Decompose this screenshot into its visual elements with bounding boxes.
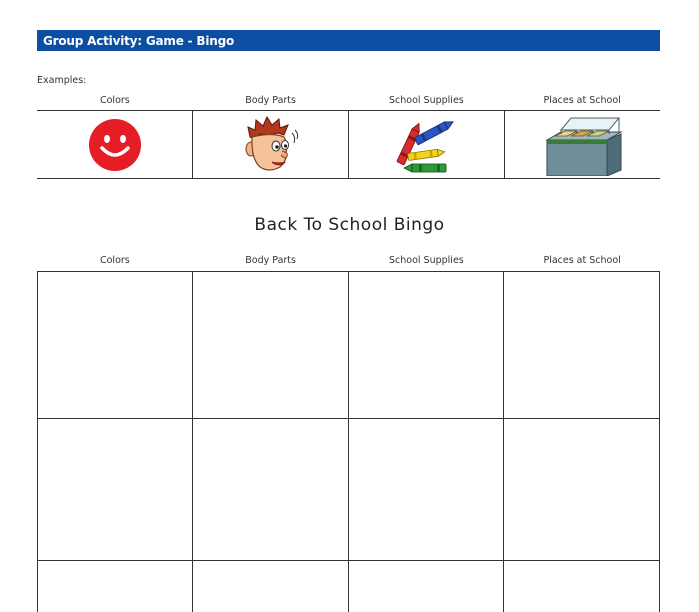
bingo-cell[interactable]: [38, 272, 193, 419]
bingo-cell[interactable]: [38, 419, 193, 561]
example-cell-body-parts: [192, 111, 348, 178]
smiley-face-icon: [87, 117, 143, 173]
crayons-icon: [394, 115, 460, 175]
bingo-header-school-supplies: School Supplies: [389, 255, 464, 266]
bingo-cell[interactable]: [349, 419, 504, 561]
examples-label: Examples:: [37, 75, 87, 86]
bingo-cell[interactable]: [193, 272, 348, 419]
examples-header-colors: Colors: [99, 95, 130, 106]
boy-face-icon: [242, 115, 300, 175]
bingo-cell[interactable]: [193, 561, 348, 612]
bingo-cell[interactable]: [193, 419, 348, 561]
header-bar: [37, 30, 660, 51]
example-cell-school-supplies: [348, 111, 504, 178]
page-title: Group Activity: Game - Bingo: [43, 33, 235, 48]
examples-header-body-parts: Body Parts: [245, 95, 296, 106]
bingo-cell[interactable]: [504, 272, 659, 419]
bingo-header-body-parts: Body Parts: [245, 255, 296, 266]
cafeteria-counter-icon: [541, 114, 625, 176]
example-cell-places-at-school: [504, 111, 660, 178]
examples-column-headers: [37, 95, 660, 106]
bingo-cell[interactable]: [504, 419, 659, 561]
bingo-grid: [37, 271, 660, 612]
bingo-header-colors: Colors: [99, 255, 130, 266]
example-cell-colors: [37, 111, 192, 178]
bingo-cell[interactable]: [349, 272, 504, 419]
examples-table: [37, 110, 660, 179]
bingo-header-places-at-school: Places at School: [543, 255, 621, 266]
examples-header-school-supplies: School Supplies: [389, 95, 464, 106]
bingo-cell[interactable]: [38, 561, 193, 612]
bingo-cell[interactable]: [349, 561, 504, 612]
bingo-title: Back To School Bingo: [254, 215, 445, 235]
bingo-cell[interactable]: [504, 561, 659, 612]
bingo-column-headers: [37, 255, 660, 266]
examples-header-places-at-school: Places at School: [543, 95, 621, 106]
